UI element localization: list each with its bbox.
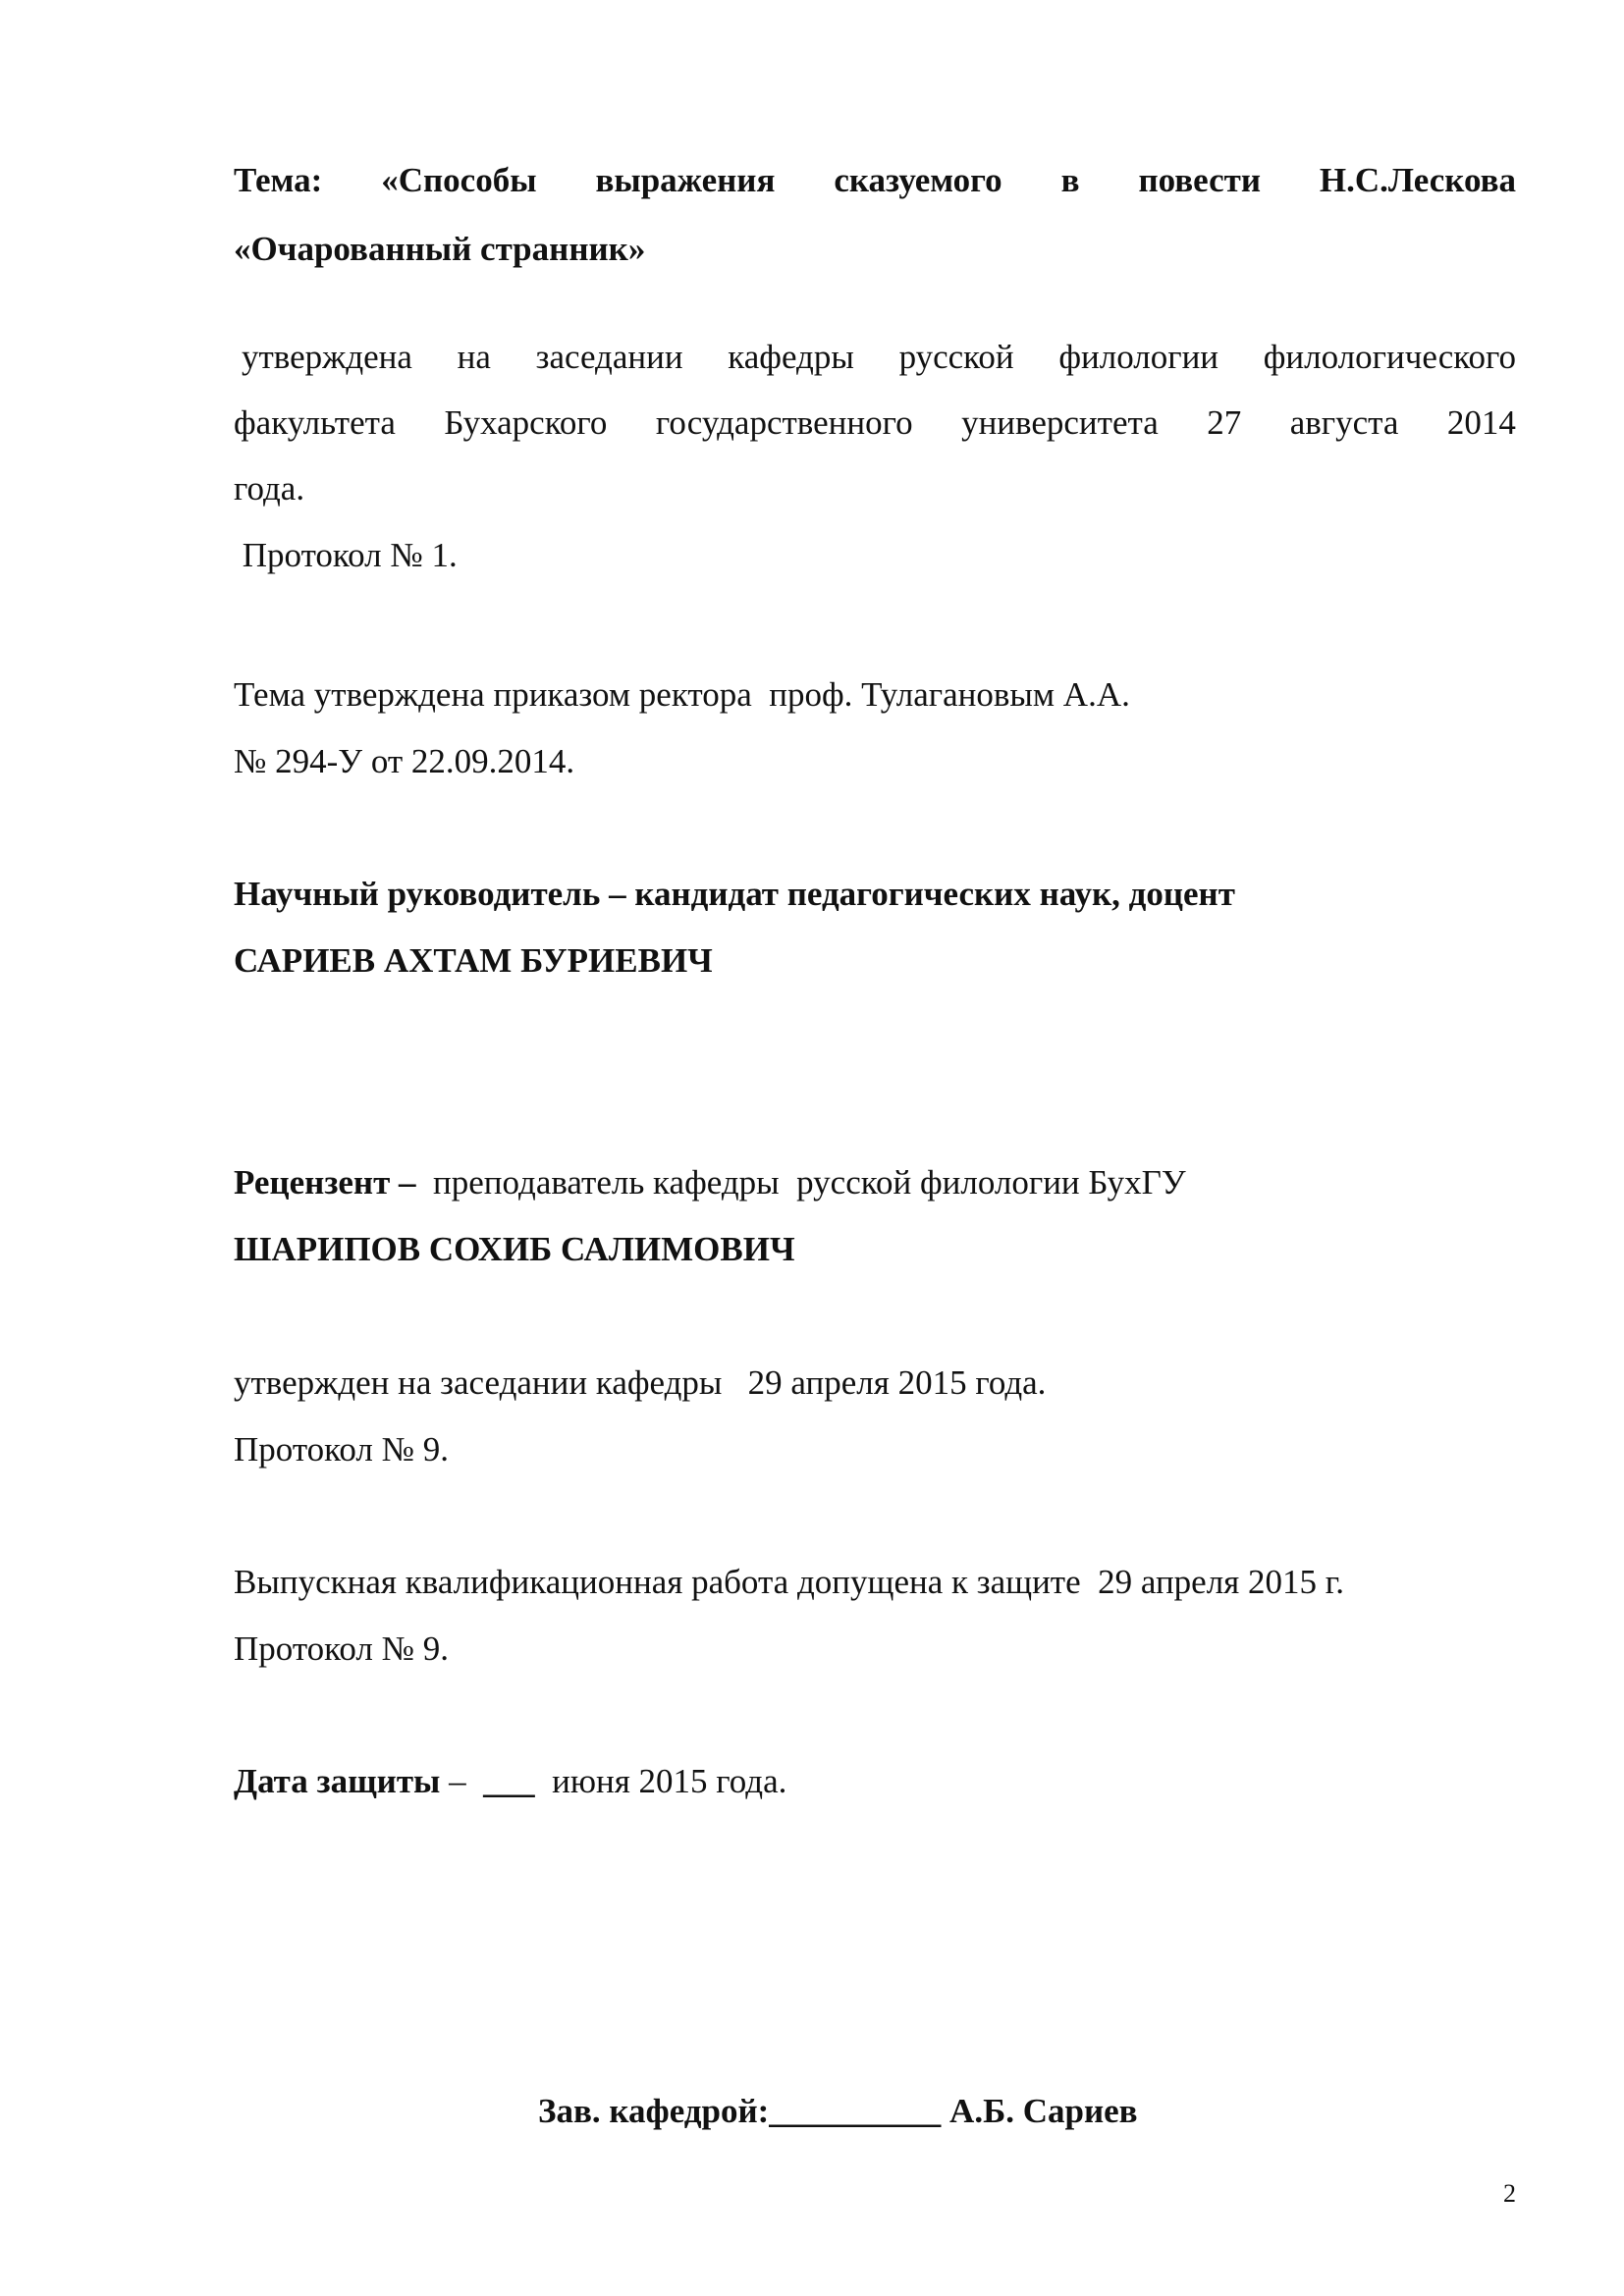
topic-word: Н.С.Лескова: [1319, 161, 1516, 199]
topic-line-2: «Очарованный странник»: [234, 230, 646, 268]
approval-word: 27: [1207, 403, 1242, 442]
approval-word: утверждена: [242, 338, 412, 376]
topic-word: Тема:: [234, 161, 323, 199]
topic-word: в: [1060, 161, 1080, 199]
approval-word: кафедры: [728, 338, 854, 376]
signature-label: Зав. кафедрой:: [538, 2092, 770, 2130]
order-line-1: Тема утверждена приказом ректора проф. Тулагановым А.А.: [234, 675, 1130, 714]
supervisor-name: САРИЕВ АХТАМ БУРИЕВИЧ: [234, 941, 713, 980]
topic-word: выражения: [595, 161, 776, 199]
approval-word: 2014: [1446, 403, 1516, 442]
approval-protocol: Протокол № 1.: [234, 536, 458, 574]
defense-date-line: [234, 1764, 786, 1798]
dept-approval-line: утвержден на заседании кафедры 29 апреля 2015 года.: [234, 1363, 1047, 1402]
approval-word: заседании: [535, 338, 683, 376]
approval-word: филологии: [1058, 338, 1219, 376]
signature-blank: __________: [769, 2092, 942, 2130]
approval-word: университета: [961, 403, 1159, 442]
topic-line-1: [234, 163, 1516, 197]
reviewer-name: ШАРИПОВ СОХИБ САЛИМОВИЧ: [234, 1230, 795, 1268]
approval-line-2: [234, 405, 1516, 440]
approval-word: государственного: [655, 403, 913, 442]
topic-word: повести: [1138, 161, 1261, 199]
reviewer-label: Рецензент –: [234, 1163, 416, 1201]
supervisor-title: Научный руководитель – кандидат педагогических наук, доцент: [234, 875, 1235, 913]
approval-word: факультета: [234, 403, 396, 442]
admission-protocol: Протокол № 9.: [234, 1629, 450, 1668]
defense-date-rest: июня 2015 года.: [534, 1762, 787, 1800]
approval-word: на: [457, 338, 491, 376]
approval-word: августа: [1289, 403, 1399, 442]
reviewer-desc: преподаватель кафедры русской филологии БухГУ: [415, 1163, 1186, 1201]
reviewer-line: [234, 1165, 1186, 1200]
admission-line: Выпускная квалификационная работа допущена к защите 29 апреля 2015 г.: [234, 1563, 1344, 1601]
topic-word: сказуемого: [834, 161, 1002, 199]
defense-dash: –: [440, 1762, 484, 1800]
dept-approval-protocol: Протокол № 9.: [234, 1430, 450, 1468]
defense-date-blank: ___: [483, 1762, 535, 1800]
signature-name: А.Б. Сариев: [941, 2092, 1138, 2130]
approval-line-1: [242, 340, 1516, 374]
defense-label: Дата защиты: [234, 1762, 441, 1800]
page-number: 2: [1503, 2179, 1516, 2208]
approval-word: Бухарского: [444, 403, 608, 442]
order-line-2: № 294-У от 22.09.2014.: [234, 742, 575, 780]
approval-line-3: года.: [234, 469, 305, 507]
topic-word: «Способы: [381, 161, 537, 199]
approval-word: русской: [898, 338, 1014, 376]
approval-word: филологического: [1263, 338, 1516, 376]
head-of-department-signature: [538, 2094, 1138, 2128]
